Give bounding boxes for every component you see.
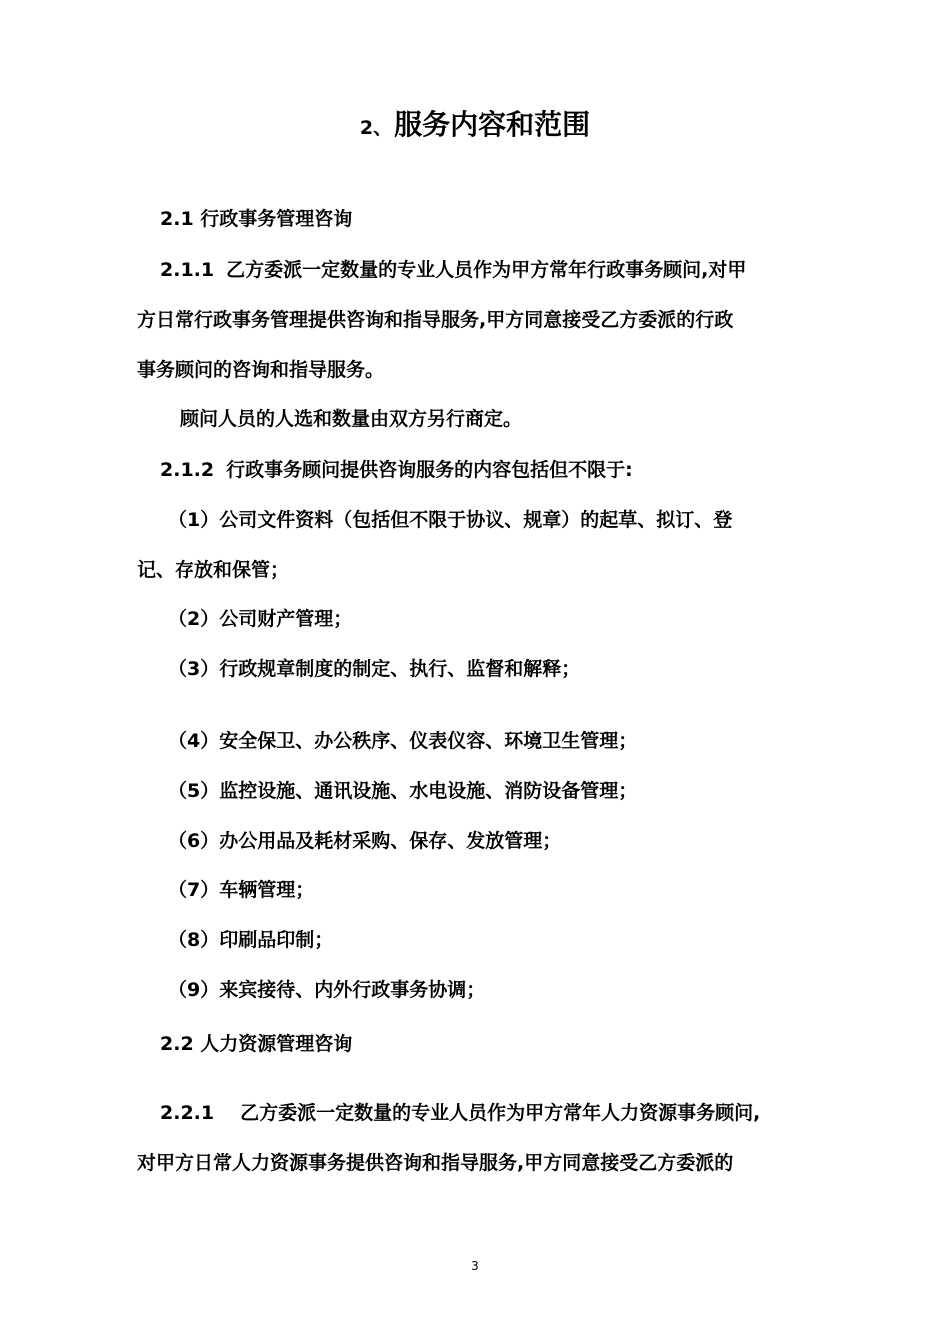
title-text: 服务内容和范围 (394, 108, 591, 141)
clause-2-1-1-line-1 (160, 258, 746, 282)
item-text: 印刷品印制； (219, 929, 334, 951)
clause-text: 行政事务顾问提供咨询服务的内容包括但不限于: (226, 459, 633, 481)
page-number: 3 (471, 1259, 479, 1273)
item-number: （4） (168, 730, 220, 752)
clause-2-2-1-line-1 (160, 1101, 760, 1125)
item-text: 行政规章制度的制定、执行、监督和解释； (219, 658, 581, 680)
list-item-continuation: 记、存放和保管； (137, 559, 290, 581)
list-item (168, 779, 637, 803)
clause-2-1-1-line-3: 事务顾问的咨询和指导服务。 (137, 359, 385, 381)
clause-2-1-1-line-2: 方日常行政事务管理提供咨询和指导服务,甲方同意接受乙方委派的行政 (137, 309, 734, 331)
clause-text: 乙方委派一定数量的专业人员作为甲方常年行政事务顾问,对甲 (226, 259, 747, 281)
list-item (168, 928, 333, 952)
list-item (168, 508, 732, 532)
page-title (0, 108, 950, 145)
list-item (168, 729, 637, 753)
clause-number: 2.2.1 (160, 1102, 215, 1124)
list-item (168, 878, 314, 902)
list-item (168, 607, 352, 631)
item-number: （5） (168, 780, 220, 802)
list-item (168, 829, 561, 853)
section-2-2-heading: 2.2 人力资源管理咨询 (160, 1033, 353, 1055)
item-number: （8） (168, 929, 220, 951)
item-number: （7） (168, 879, 220, 901)
clause-number: 2.1.2 (160, 459, 215, 481)
clause-number: 2.1.1 (160, 259, 215, 281)
list-item (168, 657, 580, 681)
item-text: 车辆管理； (219, 879, 315, 901)
clause-text: 乙方委派一定数量的专业人员作为甲方常年人力资源事务顾问, (240, 1102, 761, 1124)
item-number: （1） (168, 509, 220, 531)
item-text: 来宾接待、内外行政事务协调； (219, 979, 486, 1001)
list-item (168, 978, 485, 1002)
item-number: （3） (168, 658, 220, 680)
section-2-1-heading: 2.1 行政事务管理咨询 (160, 208, 353, 230)
item-text: 监控设施、通讯设施、水电设施、消防设备管理； (219, 780, 638, 802)
item-text: 安全保卫、办公秩序、仪表仪容、环境卫生管理； (219, 730, 638, 752)
item-text: 办公用品及耗材采购、保存、发放管理； (219, 830, 562, 852)
item-number: （2） (168, 608, 220, 630)
item-text: 公司财产管理； (219, 608, 353, 630)
clause-2-1-2 (160, 458, 633, 482)
item-number: （6） (168, 830, 220, 852)
advisor-note: 顾问人员的人选和数量由双方另行商定。 (180, 408, 523, 430)
item-number: （9） (168, 979, 220, 1001)
title-number: 2、 (359, 117, 393, 139)
item-text: 公司文件资料（包括但不限于协议、规章）的起草、拟订、登 (219, 509, 733, 531)
clause-2-2-1-line-2: 对甲方日常人力资源事务提供咨询和指导服务,甲方同意接受乙方委派的 (137, 1152, 734, 1174)
